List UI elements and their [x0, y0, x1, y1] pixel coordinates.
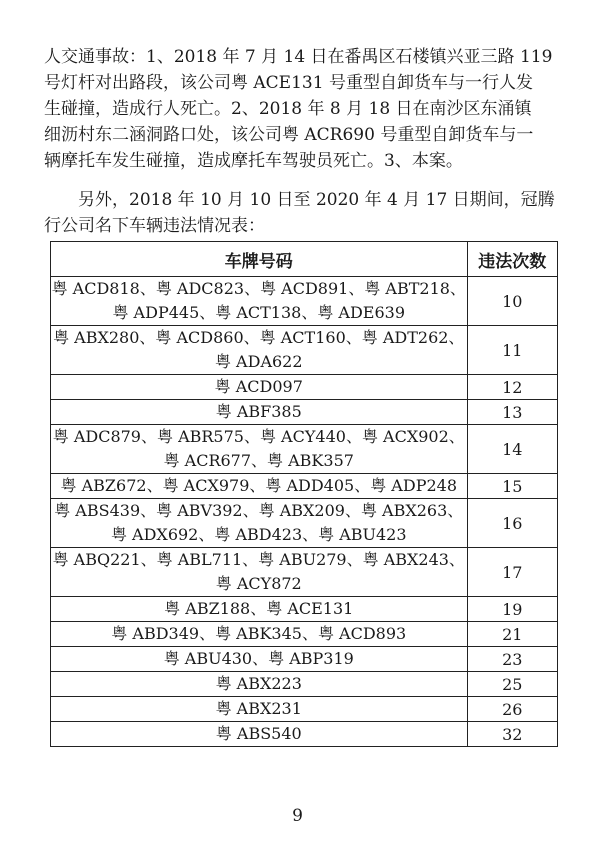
- header-violation-count: 违法次数: [467, 242, 557, 277]
- violation-count-cell: 23: [467, 647, 557, 672]
- violation-count-cell: 12: [467, 375, 557, 400]
- plate-numbers-cell: [51, 647, 468, 672]
- table-row: [51, 400, 558, 425]
- plate-numbers-cell: [51, 548, 468, 597]
- plate-numbers-line: 粤 ACY872: [215, 574, 302, 593]
- body-line: 细沥村东二涵洞路口处，该公司粤 ACR690 号重型自卸货车与一: [44, 125, 534, 145]
- plate-numbers-cell: [51, 474, 468, 499]
- plate-numbers-line: 粤 ABS540: [215, 724, 302, 743]
- violations-table: [50, 241, 558, 747]
- violation-count-cell: 16: [467, 499, 557, 548]
- table-row: [51, 722, 558, 747]
- violation-count-cell: 32: [467, 722, 557, 747]
- table-row: [51, 277, 558, 326]
- violation-count-cell: 15: [467, 474, 557, 499]
- plate-numbers-line: 粤 ACD097: [214, 377, 303, 396]
- header-plate-number: 车牌号码: [51, 242, 468, 277]
- plate-numbers-line: 粤 ADC879、粤 ABR575、粤 ACY440、粤 ACX902、: [52, 427, 465, 446]
- table-row: [51, 499, 558, 548]
- table-row: [51, 474, 558, 499]
- page-number: 9: [292, 806, 303, 826]
- plate-numbers-line: 粤 ADX692、粤 ABD423、粤 ABU423: [110, 525, 407, 544]
- plate-numbers-line: 粤 ADP445、粤 ACT138、粤 ADE639: [112, 303, 406, 322]
- plate-numbers-line: 粤 ACD818、粤 ADC823、粤 ACD891、粤 ABT218、: [51, 279, 466, 298]
- violation-count-cell: 25: [467, 672, 557, 697]
- table-row: [51, 622, 558, 647]
- table-row: [51, 548, 558, 597]
- plate-numbers-cell: [51, 597, 468, 622]
- table-row: [51, 647, 558, 672]
- table-row: [51, 597, 558, 622]
- table-body: [51, 277, 558, 747]
- table-row: [51, 375, 558, 400]
- violation-count-cell: 13: [467, 400, 557, 425]
- plate-numbers-cell: [51, 277, 468, 326]
- plate-numbers-line: 粤 ABF385: [215, 402, 302, 421]
- plate-numbers-line: 粤 ABZ672、粤 ACX979、粤 ADD405、粤 ADP248: [60, 476, 457, 495]
- plate-numbers-line: 粤 ABX280、粤 ACD860、粤 ACT160、粤 ADT262、: [53, 328, 465, 347]
- body-paragraph: [44, 44, 554, 174]
- violation-count-cell: 14: [467, 425, 557, 474]
- plate-numbers-line: 粤 ABS439、粤 ABV392、粤 ABX209、粤 ABX263、: [54, 501, 464, 520]
- plate-numbers-line: 粤 ABD349、粤 ABK345、粤 ACD893: [111, 624, 407, 643]
- body-line: 辆摩托车发生碰撞，造成摩托车驾驶员死亡。3、本案。: [44, 151, 463, 171]
- plate-numbers-cell: [51, 499, 468, 548]
- plate-numbers-line: 粤 ABX231: [215, 699, 302, 718]
- plate-numbers-cell: [51, 425, 468, 474]
- violation-count-cell: 19: [467, 597, 557, 622]
- table-header-row: [51, 242, 558, 277]
- plate-numbers-cell: [51, 622, 468, 647]
- table-row: [51, 697, 558, 722]
- body-line: 人交通事故：1、2018 年 7 月 14 日在番禺区石楼镇兴亚三路 119: [44, 47, 553, 67]
- violation-count-cell: 21: [467, 622, 557, 647]
- violation-count-cell: 26: [467, 697, 557, 722]
- plate-numbers-cell: [51, 697, 468, 722]
- violation-count-cell: 11: [467, 326, 557, 375]
- plate-numbers-cell: [51, 400, 468, 425]
- plate-numbers-cell: [51, 672, 468, 697]
- table-row: [51, 425, 558, 474]
- plate-numbers-line: 粤 ABX223: [215, 674, 302, 693]
- plate-numbers-line: 粤 ABQ221、粤 ABL711、粤 ABU279、粤 ABX243、: [52, 550, 465, 569]
- table-row: [51, 672, 558, 697]
- body-line: 生碰撞，造成行人死亡。2、2018 年 8 月 18 日在南沙区东涌镇: [44, 99, 532, 119]
- plate-numbers-line: 粤 ACR677、粤 ABK357: [163, 451, 354, 470]
- table-row: [51, 326, 558, 375]
- intro-paragraph: [44, 187, 554, 239]
- violation-count-cell: 17: [467, 548, 557, 597]
- plate-numbers-line: 粤 ABU430、粤 ABP319: [163, 649, 354, 668]
- plate-numbers-cell: [51, 326, 468, 375]
- plate-numbers-cell: [51, 375, 468, 400]
- intro-line: 另外，2018 年 10 月 10 日至 2020 年 4 月 17 日期间，冠腾: [78, 190, 555, 210]
- plate-numbers-cell: [51, 722, 468, 747]
- body-line: 号灯杆对出路段，该公司粤 ACE131 号重型自卸货车与一行人发: [44, 73, 533, 93]
- plate-numbers-line: 粤 ABZ188、粤 ACE131: [164, 599, 354, 618]
- plate-numbers-line: 粤 ADA622: [214, 352, 303, 371]
- intro-line: 行公司名下车辆违法情况表：: [44, 216, 265, 236]
- violation-count-cell: 10: [467, 277, 557, 326]
